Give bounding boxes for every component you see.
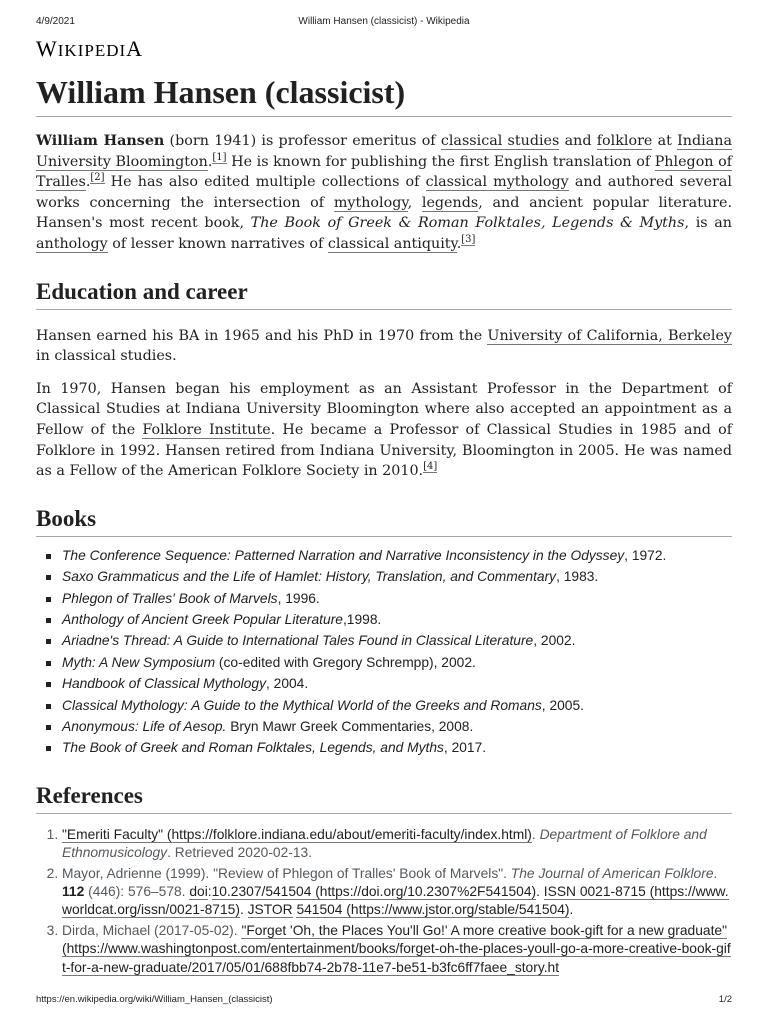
list-item: Anonymous: Life of Aesop. Bryn Mawr Greek Commentaries, 2008. bbox=[44, 716, 732, 737]
print-date: 4/9/2021 bbox=[36, 16, 75, 27]
ref-4[interactable]: [4] bbox=[423, 461, 438, 473]
recent-book-title: The Book of Greek & Roman Folktales, Legends & Myths bbox=[250, 215, 685, 232]
education-paragraph-2: In 1970, Hansen began his employment as an Assistant Professor in the Department of Classical Studies at Indiana University Bloomington where also accepted an appointment as a Fellow of the Folklore Institute. He became a Professor of Classical Studies in 1985 and of Folklore in 1992. Hansen retired from Indiana University, Bloomington in 2005. He was named as a Fellow of the American Folklore Society in 2010.[4] bbox=[36, 380, 732, 480]
print-page-number: 1/2 bbox=[718, 994, 732, 1005]
list-item: The Book of Greek and Roman Folktales, Legends, and Myths, 2017. bbox=[44, 737, 732, 758]
education-paragraph-1: Hansen earned his BA in 1965 and his PhD in 1970 from the University of California, Berkeley in classical studies. bbox=[36, 327, 732, 365]
link-uc-berkeley[interactable]: University of California, Berkeley bbox=[487, 327, 732, 344]
ref-1[interactable]: [1] bbox=[212, 151, 227, 163]
page-title: William Hansen (classicist) bbox=[36, 72, 732, 117]
link-classical-studies[interactable]: classical studies bbox=[440, 133, 560, 149]
list-item: Saxo Grammaticus and the Life of Hamlet: History, Translation, and Commentary, 1983. bbox=[44, 566, 732, 587]
subject-name: William Hansen bbox=[36, 133, 165, 149]
link-mythology[interactable]: mythology bbox=[333, 194, 408, 211]
heading-education-career: Education and career bbox=[36, 277, 732, 310]
list-item: Classical Mythology: A Guide to the Mythical World of the Greeks and Romans, 2005. bbox=[44, 695, 732, 716]
article-content bbox=[36, 72, 732, 979]
link-folklore[interactable]: folklore bbox=[596, 133, 653, 149]
reference-1: 1. "Emeriti Faculty" (https://folklore.indiana.edu/about/emeriti-faculty/index.html). Department of Folklore and Ethnomusicology. Retrieved 2020-02-13. bbox=[62, 826, 732, 863]
link-classical-antiquity[interactable]: classical antiquity bbox=[327, 235, 457, 252]
jstor-link[interactable]: 541504 (https://www.jstor.org/stable/541504) bbox=[296, 902, 570, 918]
reference-1-link[interactable]: "Emeriti Faculty" (https://folklore.indiana.edu/about/emeriti-faculty/index.html) bbox=[62, 826, 532, 842]
list-item: Anthology of Ancient Greek Popular Literature,1998. bbox=[44, 609, 732, 630]
intro-paragraph: William Hansen (born 1941) is professor emeritus of classical studies and folklore at Indiana University Bloomington.[1] He is known for publishing the first English translation of Phlegon of Tralles.[2] He has also edited multiple collections of classical mythology and authored several works concerning the intersection of mythology, legends, and ancient popular literature. Hansen's most recent book, The Book of Greek & Roman Folktales, Legends & Myths, is an anthology of lesser known narratives of classical antiquity.[3] bbox=[36, 133, 733, 252]
list-item: Ariadne's Thread: A Guide to International Tales Found in Classical Literature, 2002. bbox=[44, 630, 732, 651]
doi-link[interactable]: 10.2307/541504 (https://doi.org/10.2307%2F541504) bbox=[211, 884, 537, 899]
link-classical-mythology[interactable]: classical mythology bbox=[425, 174, 569, 191]
link-legends[interactable]: legends bbox=[421, 194, 479, 211]
wikipedia-wordmark[interactable]: WIKIPEDIA bbox=[36, 36, 144, 61]
books-list bbox=[36, 545, 732, 759]
list-item: Myth: A New Symposium (co-edited with Gregory Schrempp), 2002. bbox=[44, 652, 732, 673]
ref-2[interactable]: [2] bbox=[90, 172, 105, 184]
print-footer bbox=[36, 994, 732, 1005]
link-indiana-university[interactable]: Indiana University Bloomington bbox=[36, 133, 732, 170]
reference-3: 3. Dirda, Michael (2017-05-02). "Forget 'Oh, the Places You'll Go!' A more creative book-gift for a new graduate" (https://www.washingtonpost.com/entertainment/books/forget-oh-the-places-youll-go-a-more-creative-book-gift-for-a-new-graduate/2017/05/01/688fbb74-2b78-11e7-be51-b3fc6ff7faee_story.ht bbox=[62, 922, 732, 977]
jstor-label-link[interactable]: JSTOR bbox=[247, 902, 293, 918]
heading-books: Books bbox=[36, 504, 732, 537]
list-item: The Conference Sequence: Patterned Narration and Narrative Inconsistency in the Odyssey, 1972. bbox=[44, 545, 732, 566]
list-item: Handbook of Classical Mythology, 2004. bbox=[44, 673, 732, 694]
print-header bbox=[36, 16, 732, 27]
doi-label-link[interactable]: doi bbox=[189, 884, 208, 899]
reference-2: 2. Mayor, Adrienne (1999). "Review of Phlegon of Tralles' Book of Marvels". The Journal of American Folklore. 112 (446): 576–578. doi:10.2307/541504 (https://doi.org/10.2307%2F541504). ISSN 0021-8715 (https://www.worldcat.org/issn/0021-8715). JSTOR 541504 (https://www.jstor.org/stable/541504). bbox=[62, 865, 732, 920]
references-list bbox=[36, 826, 732, 977]
reference-3-link[interactable]: "Forget 'Oh, the Places You'll Go!' A more creative book-gift for a new graduate" (https://www.washingtonpost.com/entertainment/books/forget-oh-the-places-youll-go-a-more-creative-book-gift-for-a-new-graduate/2017/05/01/688fbb74-2b78-11e7-be51-b3fc6ff7faee_story.ht bbox=[62, 922, 731, 975]
link-folklore-institute[interactable]: Folklore Institute bbox=[142, 421, 271, 438]
link-anthology[interactable]: anthology bbox=[36, 235, 108, 252]
ref-3[interactable]: [3] bbox=[461, 234, 476, 246]
heading-references: References bbox=[36, 781, 732, 814]
link-phlegon[interactable]: Phlegon of Tralles bbox=[36, 153, 732, 191]
list-item: Phlegon of Tralles' Book of Marvels, 1996. bbox=[44, 588, 732, 609]
issn-link[interactable]: ISSN 0021-8715 (https://www.worldcat.org/issn/0021-8715) bbox=[62, 884, 729, 918]
print-url: https://en.wikipedia.org/wiki/William_Hansen_(classicist) bbox=[36, 994, 273, 1005]
print-tab-title: William Hansen (classicist) - Wikipedia bbox=[298, 16, 470, 27]
